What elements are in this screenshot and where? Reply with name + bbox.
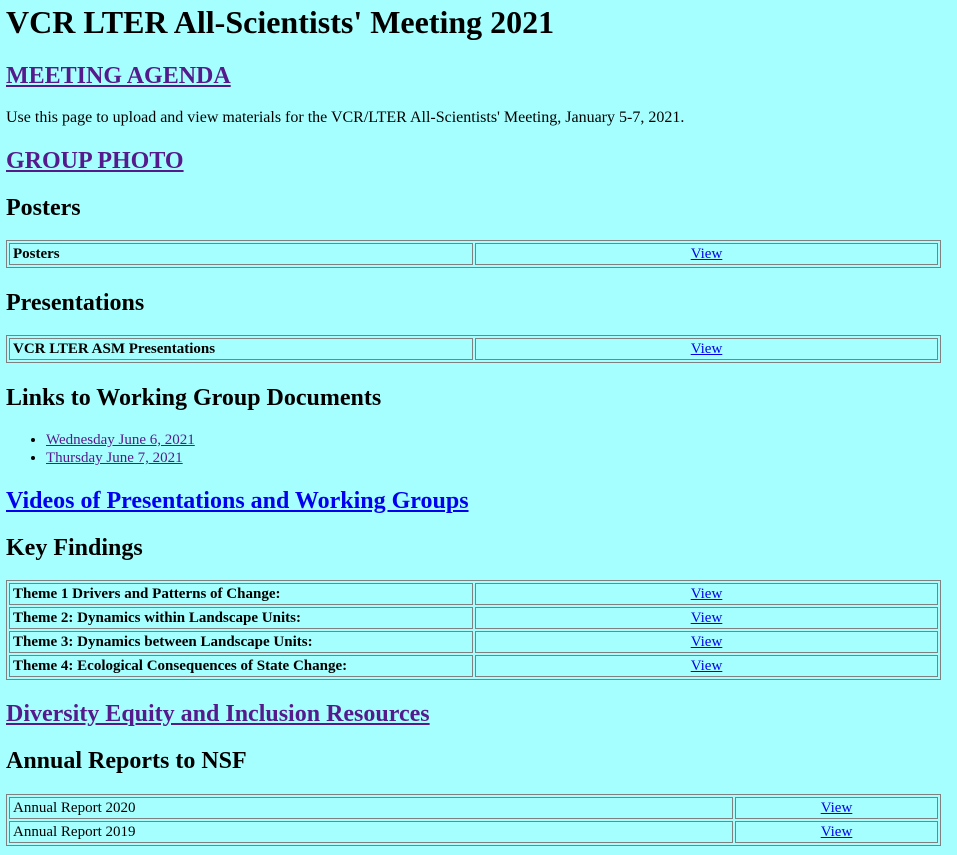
thursday-link[interactable]: Thursday June 7, 2021 (46, 450, 183, 466)
view-link[interactable]: View (820, 800, 853, 816)
table-cell-label: Theme 1 Drivers and Patterns of Change: (9, 583, 473, 605)
list-item (46, 431, 195, 449)
presentations-heading: Presentations (6, 290, 145, 316)
annual-reports-heading: Annual Reports to NSF (6, 748, 247, 774)
posters-heading: Posters (6, 195, 81, 221)
table-row (9, 797, 938, 819)
meeting-agenda-link[interactable]: MEETING AGENDA (6, 63, 231, 89)
table-cell-label: Theme 4: Ecological Consequences of State Change: (9, 655, 473, 677)
group-photo-link[interactable]: GROUP PHOTO (6, 148, 184, 174)
view-link[interactable]: View (690, 610, 723, 626)
table-cell-label: VCR LTER ASM Presentations (9, 338, 473, 360)
view-link[interactable]: View (690, 658, 723, 674)
view-link[interactable]: View (690, 246, 723, 262)
working-group-list (6, 431, 195, 467)
table-cell-label: Theme 2: Dynamics within Landscape Units: (9, 607, 473, 629)
table-row (9, 607, 938, 629)
view-link[interactable]: View (690, 341, 723, 357)
table-row (9, 243, 938, 265)
table-row (9, 583, 938, 605)
wednesday-link[interactable]: Wednesday June 6, 2021 (46, 432, 195, 448)
table-row (9, 338, 938, 360)
table-row (9, 821, 938, 843)
table-cell-label: Posters (9, 243, 473, 265)
view-link[interactable]: View (690, 586, 723, 602)
table-row (9, 631, 938, 653)
intro-text: Use this page to upload and view materials for the VCR/LTER All-Scientists' Meeting, January 5-7, 2021. (6, 109, 685, 126)
table-cell-label: Annual Report 2019 (9, 821, 733, 843)
table-row (9, 655, 938, 677)
table-cell-label: Annual Report 2020 (9, 797, 733, 819)
videos-link[interactable]: Videos of Presentations and Working Groups (6, 488, 469, 514)
dei-resources-link[interactable]: Diversity Equity and Inclusion Resources (6, 701, 430, 727)
annual-reports-table (6, 794, 941, 846)
view-link[interactable]: View (820, 824, 853, 840)
key-findings-table (6, 580, 941, 680)
working-groups-heading: Links to Working Group Documents (6, 385, 382, 411)
list-item (46, 449, 195, 467)
view-link[interactable]: View (690, 634, 723, 650)
table-cell-label: Theme 3: Dynamics between Landscape Units: (9, 631, 473, 653)
page-title: VCR LTER All-Scientists' Meeting 2021 (6, 4, 555, 40)
presentations-table (6, 335, 941, 363)
posters-table (6, 240, 941, 268)
key-findings-heading: Key Findings (6, 535, 143, 561)
